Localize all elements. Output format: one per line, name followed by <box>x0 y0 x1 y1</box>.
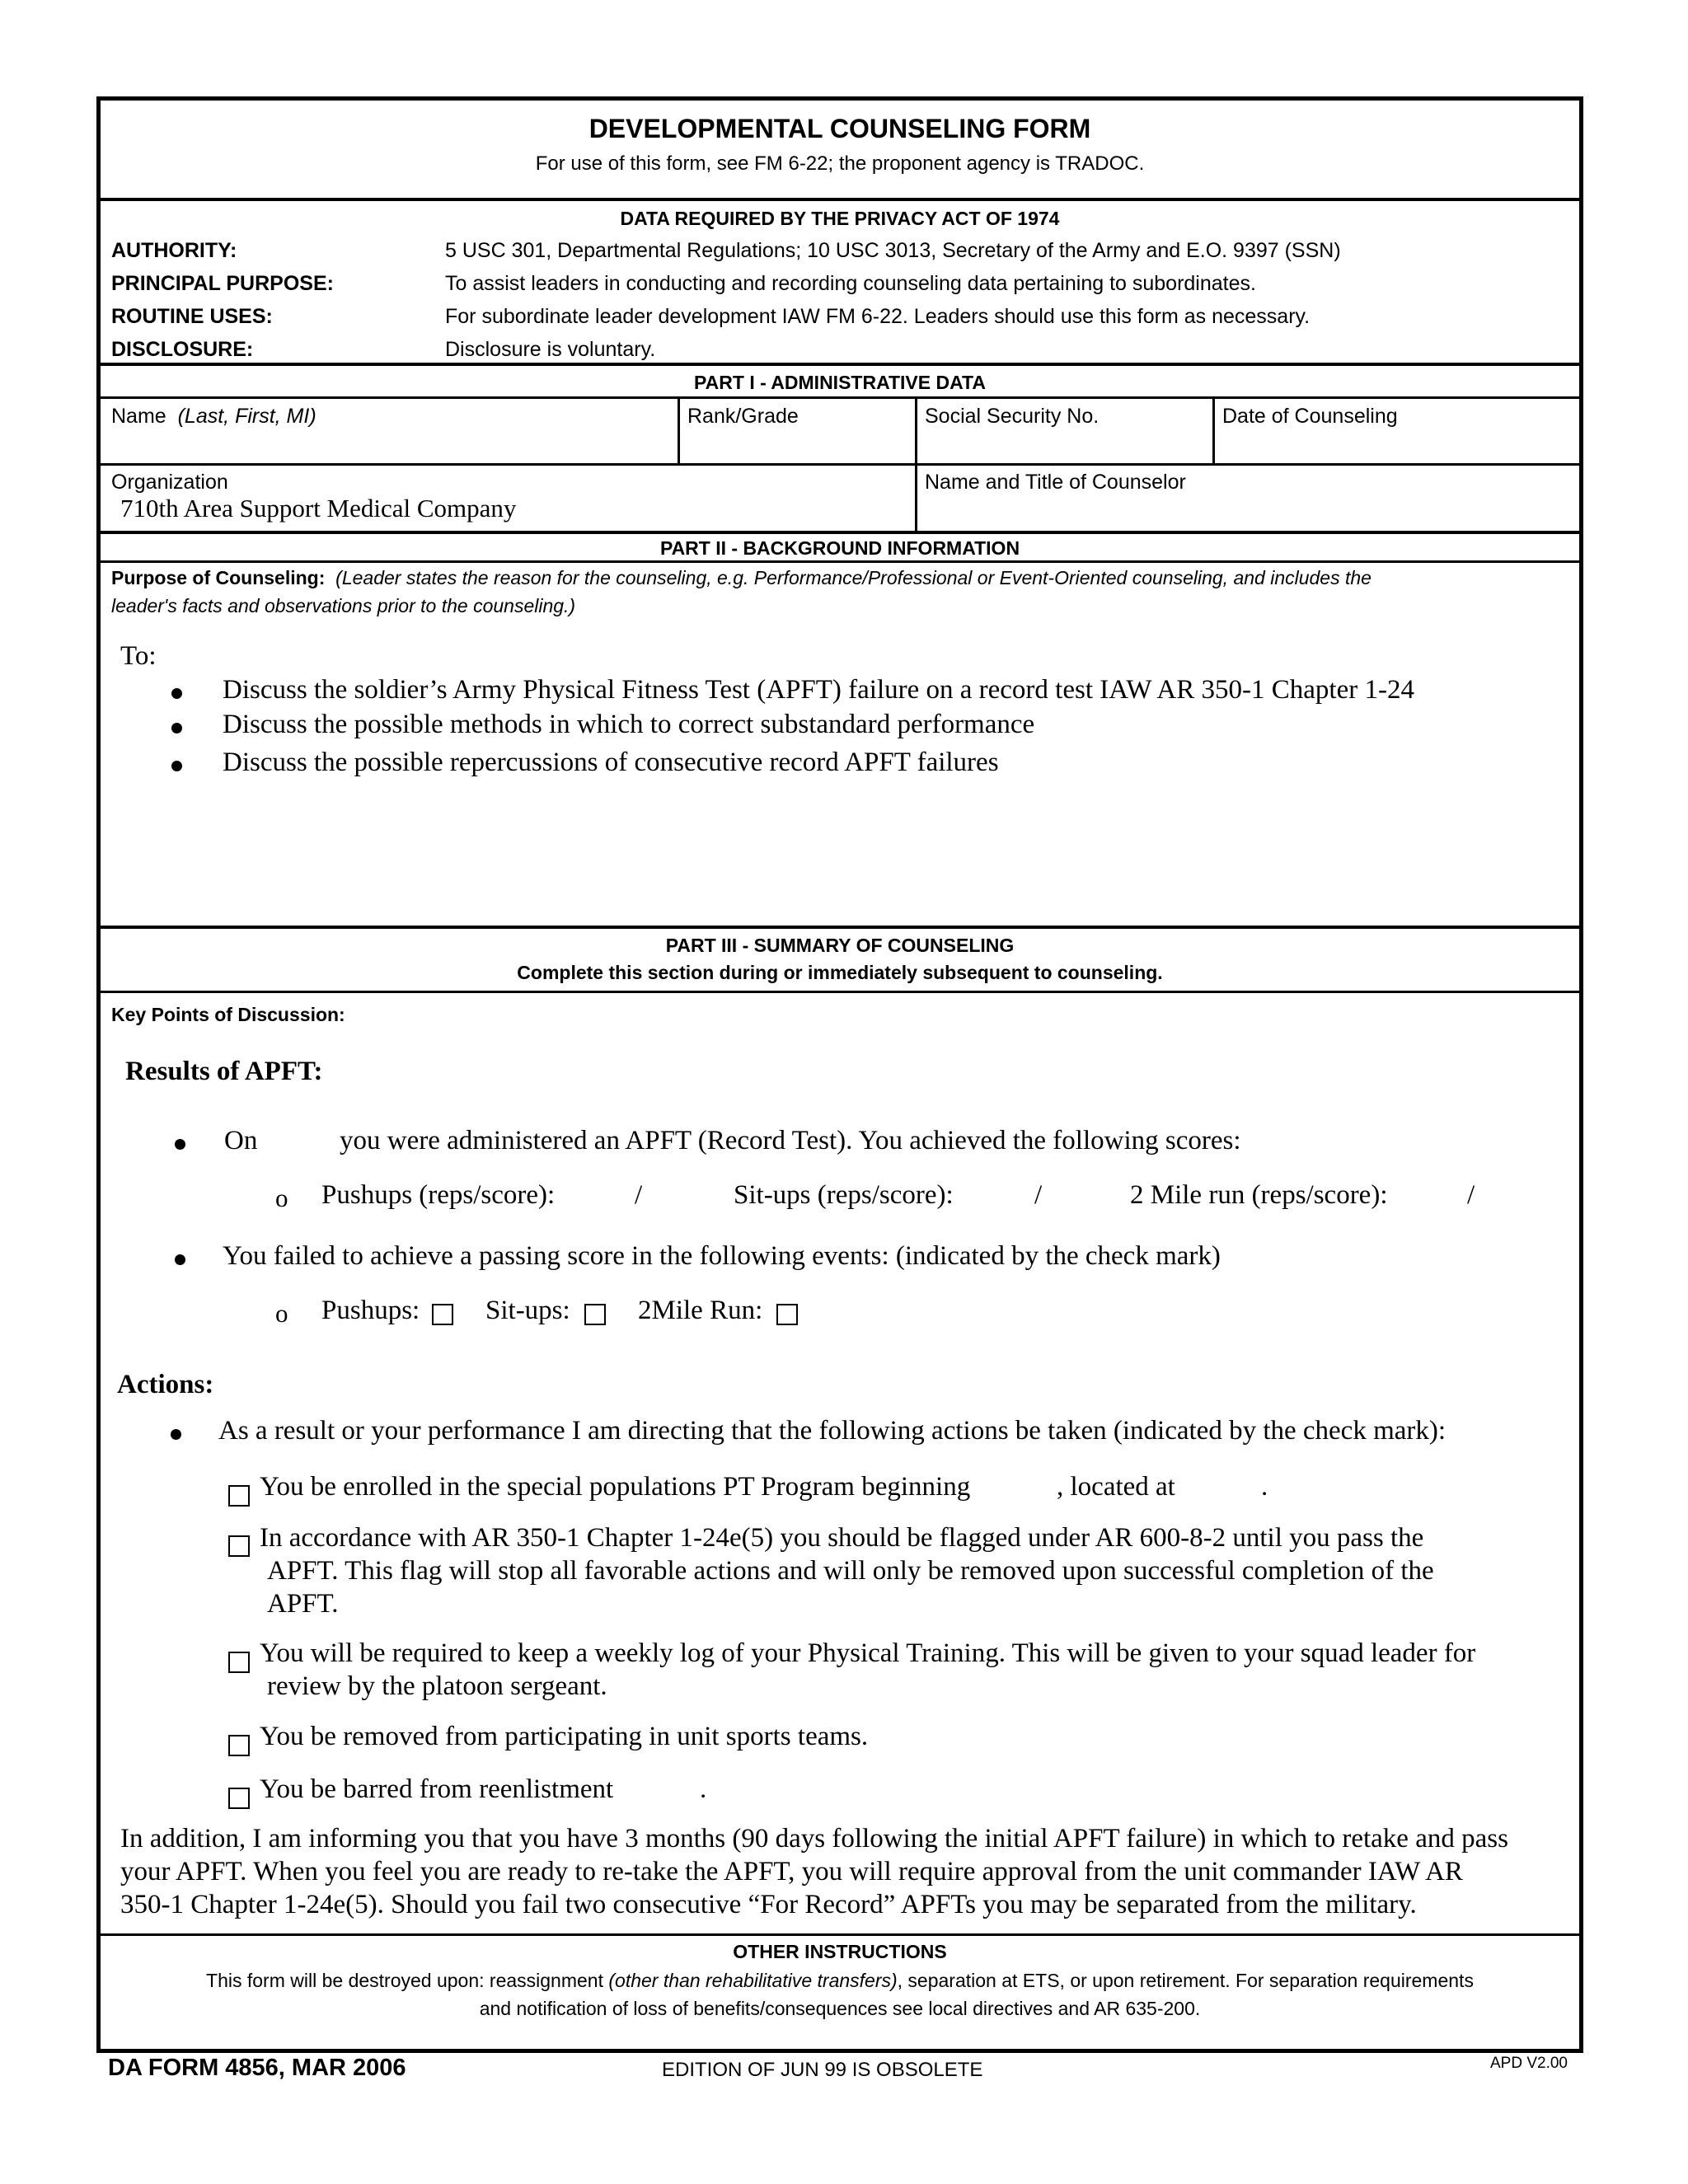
bullet-icon <box>175 1254 185 1265</box>
date-of-counseling-field[interactable] <box>1222 429 1568 462</box>
form-subtitle: For use of this form, see FM 6-22; the proponent agency is TRADOC. <box>535 152 1145 175</box>
date-of-counseling-label: Date of Counseling <box>1222 405 1398 428</box>
name-field[interactable] <box>110 429 671 462</box>
action-sports-text: You be removed from participating in unit sports teams. <box>260 1722 869 1751</box>
cell-divider <box>1212 397 1215 463</box>
purpose-label: Purpose of Counseling: <box>111 567 326 588</box>
action-checkbox[interactable] <box>228 1788 250 1809</box>
counseling-form <box>96 96 1583 2053</box>
principal-purpose-label: PRINCIPAL PURPOSE: <box>111 272 334 295</box>
part3-subtitle: Complete this section during or immediately subsequent to counseling. <box>517 962 1163 983</box>
action-flag-line2: APFT. This flag will stop all favorable actions and will only be removed upon successful completion of the <box>267 1556 1434 1586</box>
situps-score-label: Sit-ups (reps/score): <box>734 1180 954 1210</box>
purpose-hint: (Leader states the reason for the counseling, e.g. Performance/Professional or Event-Oriented counseling, and includes the <box>335 567 1372 588</box>
action-checkbox[interactable] <box>228 1735 250 1756</box>
rank-grade-field[interactable] <box>687 429 914 462</box>
closing-line1: In addition, I am informing you that you have 3 months (90 days following the initial APFT failure) in which to retake and pass <box>120 1824 1508 1854</box>
sub-bullet-icon: o <box>275 1183 288 1212</box>
action-flag-line3: APFT. <box>267 1589 339 1619</box>
administered-text: you were administered an APFT (Record Test). You achieved the following scores: <box>340 1126 1241 1155</box>
run-check-label: 2Mile Run: <box>638 1296 763 1325</box>
principal-purpose-text: To assist leaders in conducting and recording counseling data pertaining to subordinates. <box>445 272 1256 295</box>
purpose-bullet: Discuss the possible methods in which to correct substandard performance <box>223 710 1035 739</box>
divider <box>101 198 1579 201</box>
purpose-bullet: Discuss the possible repercussions of consecutive record APFT failures <box>223 748 999 777</box>
situps-checkbox[interactable] <box>584 1304 606 1325</box>
run-checkbox[interactable] <box>776 1304 798 1325</box>
other-instructions-title: OTHER INSTRUCTIONS <box>733 1941 947 1962</box>
bullet-icon <box>171 723 182 733</box>
version-label: APD V2.00 <box>1490 2055 1568 2072</box>
part2-title: PART II - BACKGROUND INFORMATION <box>659 537 1020 559</box>
divider <box>101 531 1579 534</box>
divider <box>101 560 1579 563</box>
form-title: DEVELOPMENTAL COUNSELING FORM <box>588 114 1091 143</box>
closing-line2: your APFT. When you feel you are ready to re-take the APFT, you will require approval from the unit commander IAW AR <box>120 1857 1463 1886</box>
action-enroll-location: , located at <box>1057 1472 1175 1502</box>
organization-field[interactable]: 710th Area Support Medical Company <box>120 494 517 523</box>
action-checkbox[interactable] <box>228 1535 250 1557</box>
authority-text: 5 USC 301, Departmental Regulations; 10 USC 3013, Secretary of the Army and E.O. 9397 (SSN) <box>445 239 1341 262</box>
action-log-line2: review by the platoon sergeant. <box>267 1671 607 1701</box>
slash: / <box>635 1180 643 1210</box>
disclosure-text: Disclosure is voluntary. <box>445 338 656 361</box>
situps-check-label: Sit-ups: <box>485 1296 570 1325</box>
action-checkbox[interactable] <box>228 1652 250 1673</box>
actions-intro: As a result or your performance I am directing that the following actions be taken (indicated by the check mark): <box>218 1416 1447 1446</box>
bullet-icon <box>171 761 182 771</box>
pushups-score-label: Pushups (reps/score): <box>321 1180 556 1210</box>
ssn-field[interactable] <box>925 429 1209 462</box>
name-label: Name (Last, First, MI) <box>111 405 316 428</box>
slash: / <box>1034 1180 1043 1210</box>
divider <box>101 991 1579 993</box>
to-label: To: <box>120 641 157 671</box>
form-number: DA FORM 4856, MAR 2006 <box>108 2055 406 2081</box>
action-barred-text: You be barred from reenlistment <box>260 1774 614 1804</box>
privacy-act-title: DATA REQUIRED BY THE PRIVACY ACT OF 1974 <box>620 208 1060 229</box>
other-instructions-line1: This form will be destroyed upon: reassignment (other than rehabilitative transfers), separation at ETS, or upon retirement. For separation requirements <box>206 1970 1474 1991</box>
action-log-line1: You will be required to keep a weekly log of your Physical Training. This will be given to your squad leader for <box>260 1638 1476 1668</box>
part1-title: PART I - ADMINISTRATIVE DATA <box>694 372 986 393</box>
organization-label: Organization <box>111 471 228 494</box>
failed-text: You failed to achieve a passing score in the following events: (indicated by the check mark) <box>223 1241 1221 1271</box>
action-enroll-text: You be enrolled in the special populations PT Program beginning <box>260 1472 971 1502</box>
slash: / <box>1467 1180 1475 1210</box>
key-points-label: Key Points of Discussion: <box>111 1004 345 1025</box>
ssn-label: Social Security No. <box>925 405 1100 428</box>
rank-grade-label: Rank/Grade <box>687 405 799 428</box>
action-flag-line1: In accordance with AR 350-1 Chapter 1-24e(5) you should be flagged under AR 600-8-2 until you pass the <box>260 1523 1424 1553</box>
routine-uses-text: For subordinate leader development IAW FM 6-22. Leaders should use this form as necessary. <box>445 305 1311 328</box>
closing-line3: 350-1 Chapter 1-24e(5). Should you fail two consecutive “For Record” APFTs you may be separated from the military. <box>120 1890 1417 1919</box>
purpose-hint-line2: leader's facts and observations prior to the counseling.) <box>111 595 576 616</box>
results-heading: Results of APFT: <box>125 1057 323 1086</box>
on-label: On <box>224 1126 258 1155</box>
bullet-icon <box>171 688 182 699</box>
sub-bullet-icon: o <box>275 1299 288 1328</box>
purpose-of-counseling <box>111 567 1372 589</box>
run-score-label: 2 Mile run (reps/score): <box>1130 1180 1388 1210</box>
action-checkbox[interactable] <box>228 1485 250 1507</box>
counselor-label: Name and Title of Counselor <box>925 471 1186 494</box>
authority-label: AUTHORITY: <box>111 239 237 262</box>
name-hint: (Last, First, MI) <box>177 405 316 428</box>
bullet-icon <box>175 1139 185 1150</box>
divider <box>101 463 1579 466</box>
pushups-checkbox[interactable] <box>432 1304 453 1325</box>
routine-uses-label: ROUTINE USES: <box>111 305 273 328</box>
bullet-icon <box>171 1429 181 1440</box>
counselor-field[interactable] <box>925 494 1568 529</box>
part3-title: PART III - SUMMARY OF COUNSELING <box>665 935 1015 956</box>
action-barred-period: . <box>700 1774 707 1804</box>
divider <box>101 1933 1579 1936</box>
disclosure-label: DISCLOSURE: <box>111 338 254 361</box>
divider <box>101 926 1579 929</box>
other-instructions-line2: and notification of loss of benefits/consequences see local directives and AR 635-200. <box>479 1998 1201 2019</box>
purpose-bullet: Discuss the soldier’s Army Physical Fitness Test (APFT) failure on a record test IAW AR 350-1 Chapter 1-24 <box>223 675 1414 705</box>
action-enroll-period: . <box>1261 1472 1268 1502</box>
cell-divider <box>678 397 680 463</box>
edition-note: EDITION OF JUN 99 IS OBSOLETE <box>662 2059 983 2081</box>
actions-heading: Actions: <box>117 1370 214 1399</box>
divider <box>101 396 1579 399</box>
pushups-check-label: Pushups: <box>321 1296 420 1325</box>
divider <box>101 363 1579 366</box>
